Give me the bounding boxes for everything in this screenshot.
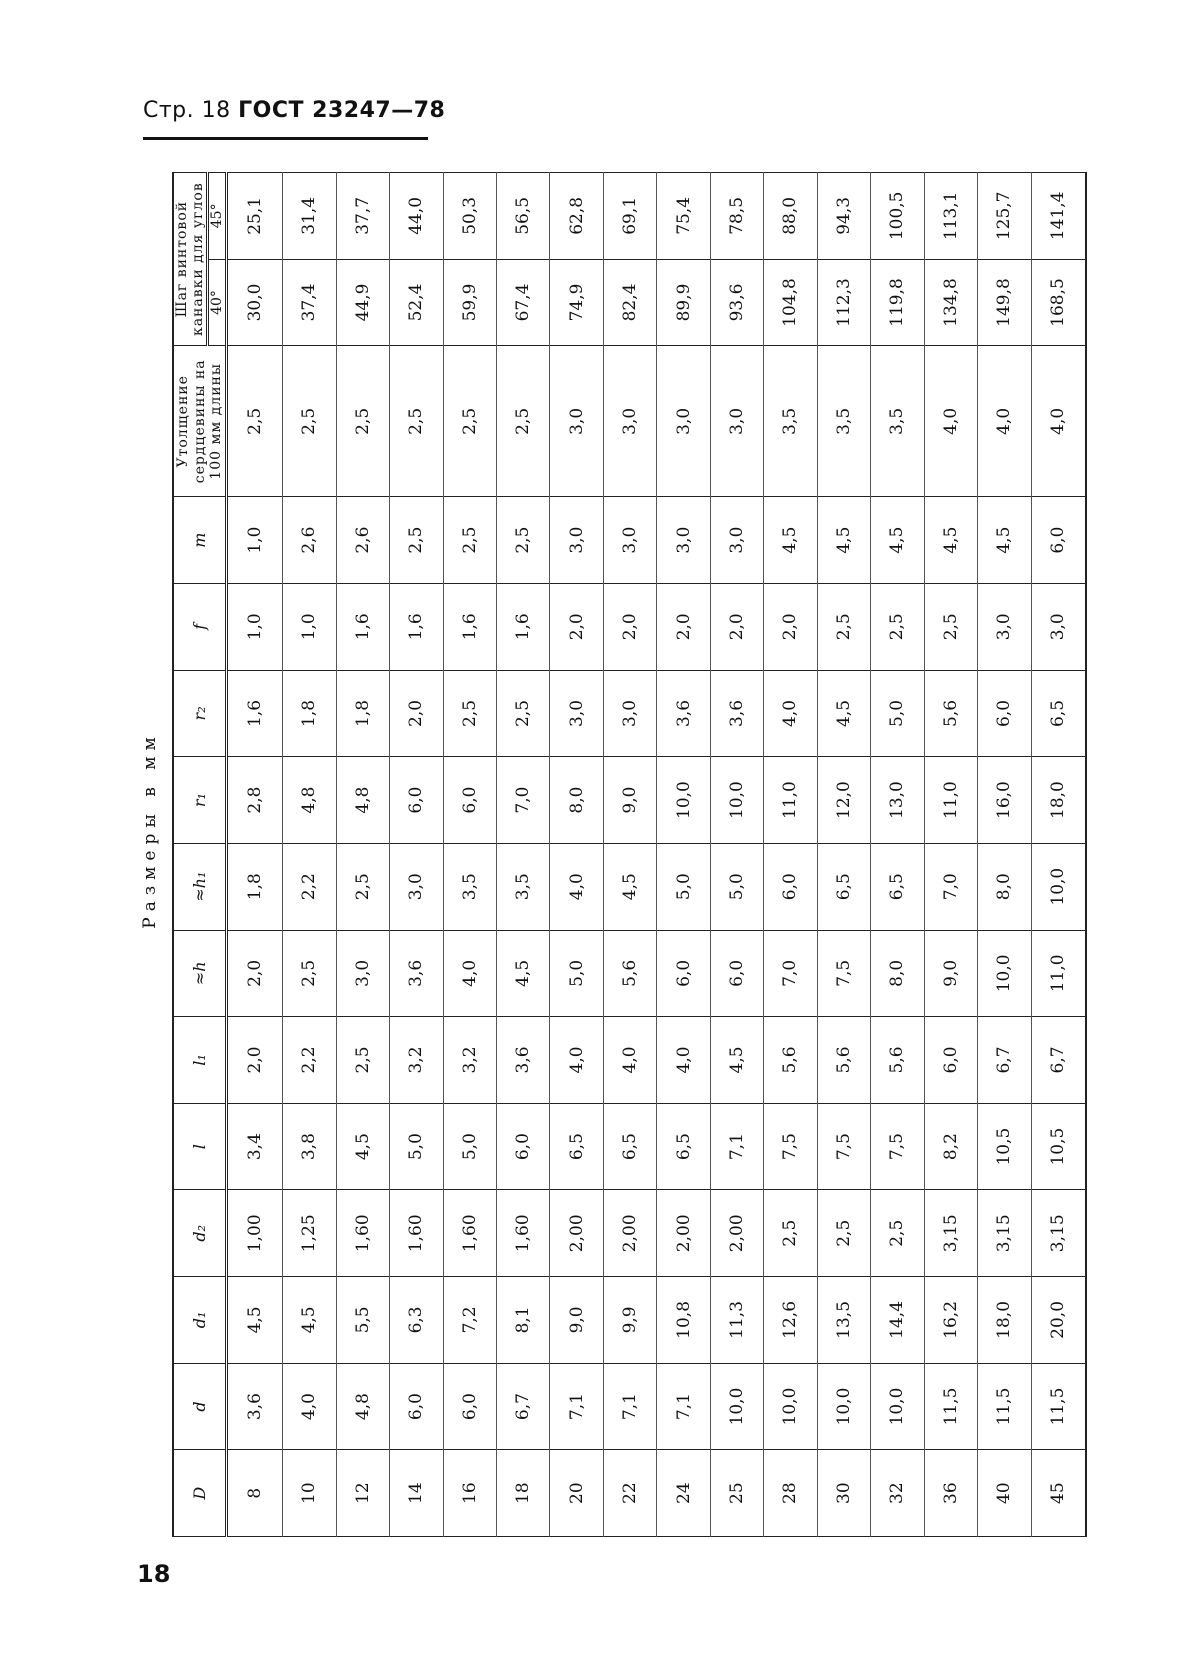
cell-thick: 4,0 <box>1031 346 1086 497</box>
cell-thick: 4,0 <box>978 346 1031 497</box>
cell-l1: 6,7 <box>1031 1017 1086 1104</box>
cell-l1: 5,6 <box>871 1017 924 1104</box>
cell-D: 32 <box>871 1450 924 1537</box>
cell-m: 3,0 <box>550 497 603 584</box>
cell-d2: 1,60 <box>390 1190 443 1277</box>
page-number: 18 <box>137 1560 171 1588</box>
cell-r1: 10,0 <box>710 757 763 844</box>
cell-h: 4,5 <box>497 930 550 1017</box>
cell-m: 2,6 <box>283 497 336 584</box>
cell-l: 7,1 <box>710 1103 763 1190</box>
cell-D: 8 <box>227 1450 283 1537</box>
cell-d2: 1,60 <box>497 1190 550 1277</box>
cell-f: 2,0 <box>657 583 710 670</box>
cell-r1: 7,0 <box>497 757 550 844</box>
cell-p40: 134,8 <box>924 259 977 346</box>
cell-h: 8,0 <box>871 930 924 1017</box>
cell-r2: 3,6 <box>657 670 710 757</box>
cell-l: 6,5 <box>657 1103 710 1190</box>
cell-r2: 1,8 <box>283 670 336 757</box>
cell-thick: 3,0 <box>603 346 656 497</box>
cell-p40: 82,4 <box>603 259 656 346</box>
cell-r1: 6,0 <box>390 757 443 844</box>
col-header-45deg: 45° <box>208 173 227 260</box>
col-header-d1: d₁ <box>173 1277 227 1364</box>
cell-p45: 50,3 <box>443 173 496 260</box>
cell-r1: 11,0 <box>764 757 817 844</box>
header-rule <box>143 137 428 140</box>
cell-d: 7,1 <box>550 1363 603 1450</box>
cell-d: 10,0 <box>764 1363 817 1450</box>
cell-d1: 4,5 <box>227 1277 283 1364</box>
cell-thick: 2,5 <box>336 346 389 497</box>
cell-l1: 3,2 <box>390 1017 443 1104</box>
cell-p40: 30,0 <box>227 259 283 346</box>
cell-l1: 2,2 <box>283 1017 336 1104</box>
cell-l: 8,2 <box>924 1103 977 1190</box>
cell-h: 7,5 <box>817 930 870 1017</box>
cell-d: 11,5 <box>978 1363 1031 1450</box>
cell-l1: 2,0 <box>227 1017 283 1104</box>
cell-p45: 78,5 <box>710 173 763 260</box>
cell-D: 10 <box>283 1450 336 1537</box>
cell-r2: 2,5 <box>443 670 496 757</box>
table-row <box>336 173 389 1537</box>
cell-d1: 12,6 <box>764 1277 817 1364</box>
cell-d: 4,0 <box>283 1363 336 1450</box>
cell-h1: 4,0 <box>550 843 603 930</box>
cell-p40: 59,9 <box>443 259 496 346</box>
cell-r2: 3,6 <box>710 670 763 757</box>
cell-D: 12 <box>336 1450 389 1537</box>
cell-h: 5,0 <box>550 930 603 1017</box>
cell-p45: 69,1 <box>603 173 656 260</box>
cell-p45: 75,4 <box>657 173 710 260</box>
cell-d: 6,0 <box>443 1363 496 1450</box>
cell-d2: 2,00 <box>550 1190 603 1277</box>
cell-d: 6,0 <box>390 1363 443 1450</box>
page-header <box>143 98 445 123</box>
cell-p45: 25,1 <box>227 173 283 260</box>
cell-m: 6,0 <box>1031 497 1086 584</box>
cell-d1: 10,8 <box>657 1277 710 1364</box>
cell-d2: 2,00 <box>710 1190 763 1277</box>
cell-d: 11,5 <box>924 1363 977 1450</box>
cell-h: 6,0 <box>657 930 710 1017</box>
col-header-h1: ≈h₁ <box>173 843 227 930</box>
cell-l1: 4,0 <box>550 1017 603 1104</box>
cell-h: 2,5 <box>283 930 336 1017</box>
cell-d1: 6,3 <box>390 1277 443 1364</box>
cell-D: 20 <box>550 1450 603 1537</box>
col-header-r2: r₂ <box>173 670 227 757</box>
cell-D: 28 <box>764 1450 817 1537</box>
table-row <box>227 173 283 1537</box>
cell-r2: 4,0 <box>764 670 817 757</box>
cell-f: 1,6 <box>497 583 550 670</box>
cell-thick: 2,5 <box>227 346 283 497</box>
cell-r2: 3,0 <box>603 670 656 757</box>
cell-l: 6,5 <box>603 1103 656 1190</box>
cell-l: 5,0 <box>443 1103 496 1190</box>
cell-l1: 5,6 <box>764 1017 817 1104</box>
standard-number: ГОСТ 23247—78 <box>238 98 446 123</box>
cell-h1: 3,5 <box>497 843 550 930</box>
cell-p45: 100,5 <box>871 173 924 260</box>
cell-r2: 1,6 <box>227 670 283 757</box>
cell-l1: 5,6 <box>817 1017 870 1104</box>
cell-d2: 1,60 <box>336 1190 389 1277</box>
cell-p40: 112,3 <box>817 259 870 346</box>
cell-p45: 88,0 <box>764 173 817 260</box>
table-row <box>1031 173 1086 1537</box>
cell-l: 7,5 <box>764 1103 817 1190</box>
cell-m: 4,5 <box>764 497 817 584</box>
cell-thick: 4,0 <box>924 346 977 497</box>
cell-h1: 1,8 <box>227 843 283 930</box>
cell-d: 10,0 <box>710 1363 763 1450</box>
cell-p40: 74,9 <box>550 259 603 346</box>
cell-p40: 149,8 <box>978 259 1031 346</box>
cell-l: 10,5 <box>978 1103 1031 1190</box>
cell-d: 4,8 <box>336 1363 389 1450</box>
table-row <box>710 173 763 1537</box>
cell-D: 14 <box>390 1450 443 1537</box>
cell-m: 2,5 <box>443 497 496 584</box>
cell-l1: 4,0 <box>603 1017 656 1104</box>
cell-m: 1,0 <box>227 497 283 584</box>
table-row <box>443 173 496 1537</box>
cell-r1: 16,0 <box>978 757 1031 844</box>
cell-d: 6,7 <box>497 1363 550 1450</box>
cell-h1: 5,0 <box>657 843 710 930</box>
cell-d1: 13,5 <box>817 1277 870 1364</box>
cell-d1: 18,0 <box>978 1277 1031 1364</box>
col-header-D: D <box>173 1450 227 1537</box>
cell-D: 18 <box>497 1450 550 1537</box>
cell-r2: 3,0 <box>550 670 603 757</box>
cell-p40: 89,9 <box>657 259 710 346</box>
cell-p40: 104,8 <box>764 259 817 346</box>
cell-r2: 2,5 <box>497 670 550 757</box>
cell-p40: 37,4 <box>283 259 336 346</box>
cell-r1: 2,8 <box>227 757 283 844</box>
cell-f: 2,5 <box>871 583 924 670</box>
col-header-40deg: 40° <box>208 259 227 346</box>
cell-d: 7,1 <box>657 1363 710 1450</box>
cell-l1: 6,7 <box>978 1017 1031 1104</box>
cell-p45: 37,7 <box>336 173 389 260</box>
cell-D: 22 <box>603 1450 656 1537</box>
table-row <box>497 173 550 1537</box>
cell-p45: 31,4 <box>283 173 336 260</box>
cell-r1: 11,0 <box>924 757 977 844</box>
cell-l1: 4,0 <box>657 1017 710 1104</box>
table-row <box>871 173 924 1537</box>
cell-d1: 20,0 <box>1031 1277 1086 1364</box>
cell-h: 11,0 <box>1031 930 1086 1017</box>
units-caption: Размеры в мм <box>140 731 160 929</box>
table-row <box>390 173 443 1537</box>
cell-D: 24 <box>657 1450 710 1537</box>
table-row <box>764 173 817 1537</box>
cell-r1: 18,0 <box>1031 757 1086 844</box>
cell-l: 7,5 <box>817 1103 870 1190</box>
cell-m: 3,0 <box>657 497 710 584</box>
cell-d: 10,0 <box>871 1363 924 1450</box>
cell-d1: 5,5 <box>336 1277 389 1364</box>
cell-d2: 2,5 <box>871 1190 924 1277</box>
cell-f: 1,6 <box>443 583 496 670</box>
cell-p40: 119,8 <box>871 259 924 346</box>
col-header-f: f <box>173 583 227 670</box>
cell-f: 1,0 <box>227 583 283 670</box>
cell-thick: 3,5 <box>871 346 924 497</box>
cell-r2: 1,8 <box>336 670 389 757</box>
cell-p40: 67,4 <box>497 259 550 346</box>
cell-r2: 6,0 <box>978 670 1031 757</box>
cell-h: 7,0 <box>764 930 817 1017</box>
cell-d1: 9,9 <box>603 1277 656 1364</box>
cell-f: 2,0 <box>764 583 817 670</box>
cell-l1: 4,5 <box>710 1017 763 1104</box>
cell-m: 4,5 <box>924 497 977 584</box>
cell-p45: 113,1 <box>924 173 977 260</box>
cell-d2: 1,25 <box>283 1190 336 1277</box>
cell-f: 2,0 <box>603 583 656 670</box>
cell-d2: 2,5 <box>764 1190 817 1277</box>
table-row <box>924 173 977 1537</box>
cell-r2: 5,0 <box>871 670 924 757</box>
col-header-thickening: Утолщение сердцевины на 100 мм длины <box>173 346 227 497</box>
cell-d: 3,6 <box>227 1363 283 1450</box>
dimensions-table <box>172 172 1087 1537</box>
table-row <box>657 173 710 1537</box>
cell-p40: 168,5 <box>1031 259 1086 346</box>
cell-d2: 3,15 <box>1031 1190 1086 1277</box>
col-header-m: m <box>173 497 227 584</box>
cell-l: 7,5 <box>871 1103 924 1190</box>
cell-thick: 2,5 <box>443 346 496 497</box>
cell-thick: 3,0 <box>550 346 603 497</box>
col-header-l1: l₁ <box>173 1017 227 1104</box>
cell-l1: 3,2 <box>443 1017 496 1104</box>
cell-d2: 1,60 <box>443 1190 496 1277</box>
cell-d2: 2,00 <box>603 1190 656 1277</box>
col-header-h: ≈h <box>173 930 227 1017</box>
cell-h: 3,0 <box>336 930 389 1017</box>
cell-h1: 6,5 <box>817 843 870 930</box>
cell-D: 36 <box>924 1450 977 1537</box>
cell-thick: 3,0 <box>657 346 710 497</box>
cell-r1: 10,0 <box>657 757 710 844</box>
dimensions-table-rotated <box>172 172 1087 1537</box>
cell-h: 4,0 <box>443 930 496 1017</box>
cell-h: 9,0 <box>924 930 977 1017</box>
col-header-pitch-group: Шаг винтовой канавки для углов <box>173 173 208 346</box>
cell-h: 3,6 <box>390 930 443 1017</box>
cell-h1: 3,5 <box>443 843 496 930</box>
cell-l: 6,0 <box>497 1103 550 1190</box>
cell-d1: 7,2 <box>443 1277 496 1364</box>
cell-p40: 52,4 <box>390 259 443 346</box>
col-header-d2: d₂ <box>173 1190 227 1277</box>
cell-h1: 8,0 <box>978 843 1031 930</box>
cell-d1: 16,2 <box>924 1277 977 1364</box>
cell-d2: 2,5 <box>817 1190 870 1277</box>
cell-p45: 125,7 <box>978 173 1031 260</box>
cell-h: 6,0 <box>710 930 763 1017</box>
cell-m: 3,0 <box>710 497 763 584</box>
cell-D: 45 <box>1031 1450 1086 1537</box>
cell-thick: 2,5 <box>390 346 443 497</box>
cell-m: 2,6 <box>336 497 389 584</box>
cell-thick: 3,0 <box>710 346 763 497</box>
page-label: Стр. 18 <box>143 98 231 123</box>
cell-l: 10,5 <box>1031 1103 1086 1190</box>
table-row <box>550 173 603 1537</box>
cell-d1: 9,0 <box>550 1277 603 1364</box>
cell-l1: 6,0 <box>924 1017 977 1104</box>
table-row <box>817 173 870 1537</box>
cell-r1: 8,0 <box>550 757 603 844</box>
cell-h1: 2,5 <box>336 843 389 930</box>
cell-r2: 5,6 <box>924 670 977 757</box>
cell-p45: 62,8 <box>550 173 603 260</box>
table-row <box>978 173 1031 1537</box>
cell-f: 3,0 <box>1031 583 1086 670</box>
cell-l: 4,5 <box>336 1103 389 1190</box>
table-row <box>603 173 656 1537</box>
cell-p45: 94,3 <box>817 173 870 260</box>
cell-r1: 4,8 <box>336 757 389 844</box>
cell-d: 7,1 <box>603 1363 656 1450</box>
cell-p40: 44,9 <box>336 259 389 346</box>
cell-h1: 2,2 <box>283 843 336 930</box>
cell-d1: 11,3 <box>710 1277 763 1364</box>
cell-m: 3,0 <box>603 497 656 584</box>
cell-r1: 6,0 <box>443 757 496 844</box>
cell-f: 3,0 <box>978 583 1031 670</box>
cell-l: 3,4 <box>227 1103 283 1190</box>
cell-f: 1,0 <box>283 583 336 670</box>
cell-f: 1,6 <box>390 583 443 670</box>
cell-m: 4,5 <box>871 497 924 584</box>
col-header-l: l <box>173 1103 227 1190</box>
table-row <box>283 173 336 1537</box>
cell-m: 4,5 <box>978 497 1031 584</box>
cell-r2: 2,0 <box>390 670 443 757</box>
cell-thick: 2,5 <box>497 346 550 497</box>
cell-D: 16 <box>443 1450 496 1537</box>
cell-d1: 4,5 <box>283 1277 336 1364</box>
cell-r1: 12,0 <box>817 757 870 844</box>
cell-h1: 6,0 <box>764 843 817 930</box>
cell-p40: 93,6 <box>710 259 763 346</box>
cell-d: 11,5 <box>1031 1363 1086 1450</box>
cell-m: 2,5 <box>497 497 550 584</box>
cell-d1: 8,1 <box>497 1277 550 1364</box>
cell-f: 2,5 <box>924 583 977 670</box>
cell-h1: 7,0 <box>924 843 977 930</box>
cell-r1: 13,0 <box>871 757 924 844</box>
cell-thick: 2,5 <box>283 346 336 497</box>
cell-D: 30 <box>817 1450 870 1537</box>
cell-h: 5,6 <box>603 930 656 1017</box>
cell-r2: 4,5 <box>817 670 870 757</box>
cell-l: 5,0 <box>390 1103 443 1190</box>
cell-h1: 4,5 <box>603 843 656 930</box>
cell-d2: 1,00 <box>227 1190 283 1277</box>
cell-h1: 3,0 <box>390 843 443 930</box>
cell-f: 2,5 <box>817 583 870 670</box>
cell-m: 2,5 <box>390 497 443 584</box>
cell-p45: 56,5 <box>497 173 550 260</box>
cell-m: 4,5 <box>817 497 870 584</box>
cell-l: 3,8 <box>283 1103 336 1190</box>
cell-l1: 2,5 <box>336 1017 389 1104</box>
cell-h: 10,0 <box>978 930 1031 1017</box>
cell-r1: 9,0 <box>603 757 656 844</box>
cell-h1: 10,0 <box>1031 843 1086 930</box>
cell-D: 25 <box>710 1450 763 1537</box>
cell-l1: 3,6 <box>497 1017 550 1104</box>
cell-r2: 6,5 <box>1031 670 1086 757</box>
table-body <box>227 173 1086 1537</box>
col-header-r1: r₁ <box>173 757 227 844</box>
cell-h1: 6,5 <box>871 843 924 930</box>
cell-p45: 44,0 <box>390 173 443 260</box>
cell-h1: 5,0 <box>710 843 763 930</box>
cell-f: 1,6 <box>336 583 389 670</box>
cell-d2: 2,00 <box>657 1190 710 1277</box>
cell-D: 40 <box>978 1450 1031 1537</box>
cell-d2: 3,15 <box>924 1190 977 1277</box>
cell-thick: 3,5 <box>764 346 817 497</box>
col-header-d: d <box>173 1363 227 1450</box>
cell-f: 2,0 <box>710 583 763 670</box>
cell-p45: 141,4 <box>1031 173 1086 260</box>
cell-d: 10,0 <box>817 1363 870 1450</box>
cell-f: 2,0 <box>550 583 603 670</box>
cell-thick: 3,5 <box>817 346 870 497</box>
cell-r1: 4,8 <box>283 757 336 844</box>
cell-h: 2,0 <box>227 930 283 1017</box>
cell-l: 6,5 <box>550 1103 603 1190</box>
cell-d1: 14,4 <box>871 1277 924 1364</box>
cell-d2: 3,15 <box>978 1190 1031 1277</box>
